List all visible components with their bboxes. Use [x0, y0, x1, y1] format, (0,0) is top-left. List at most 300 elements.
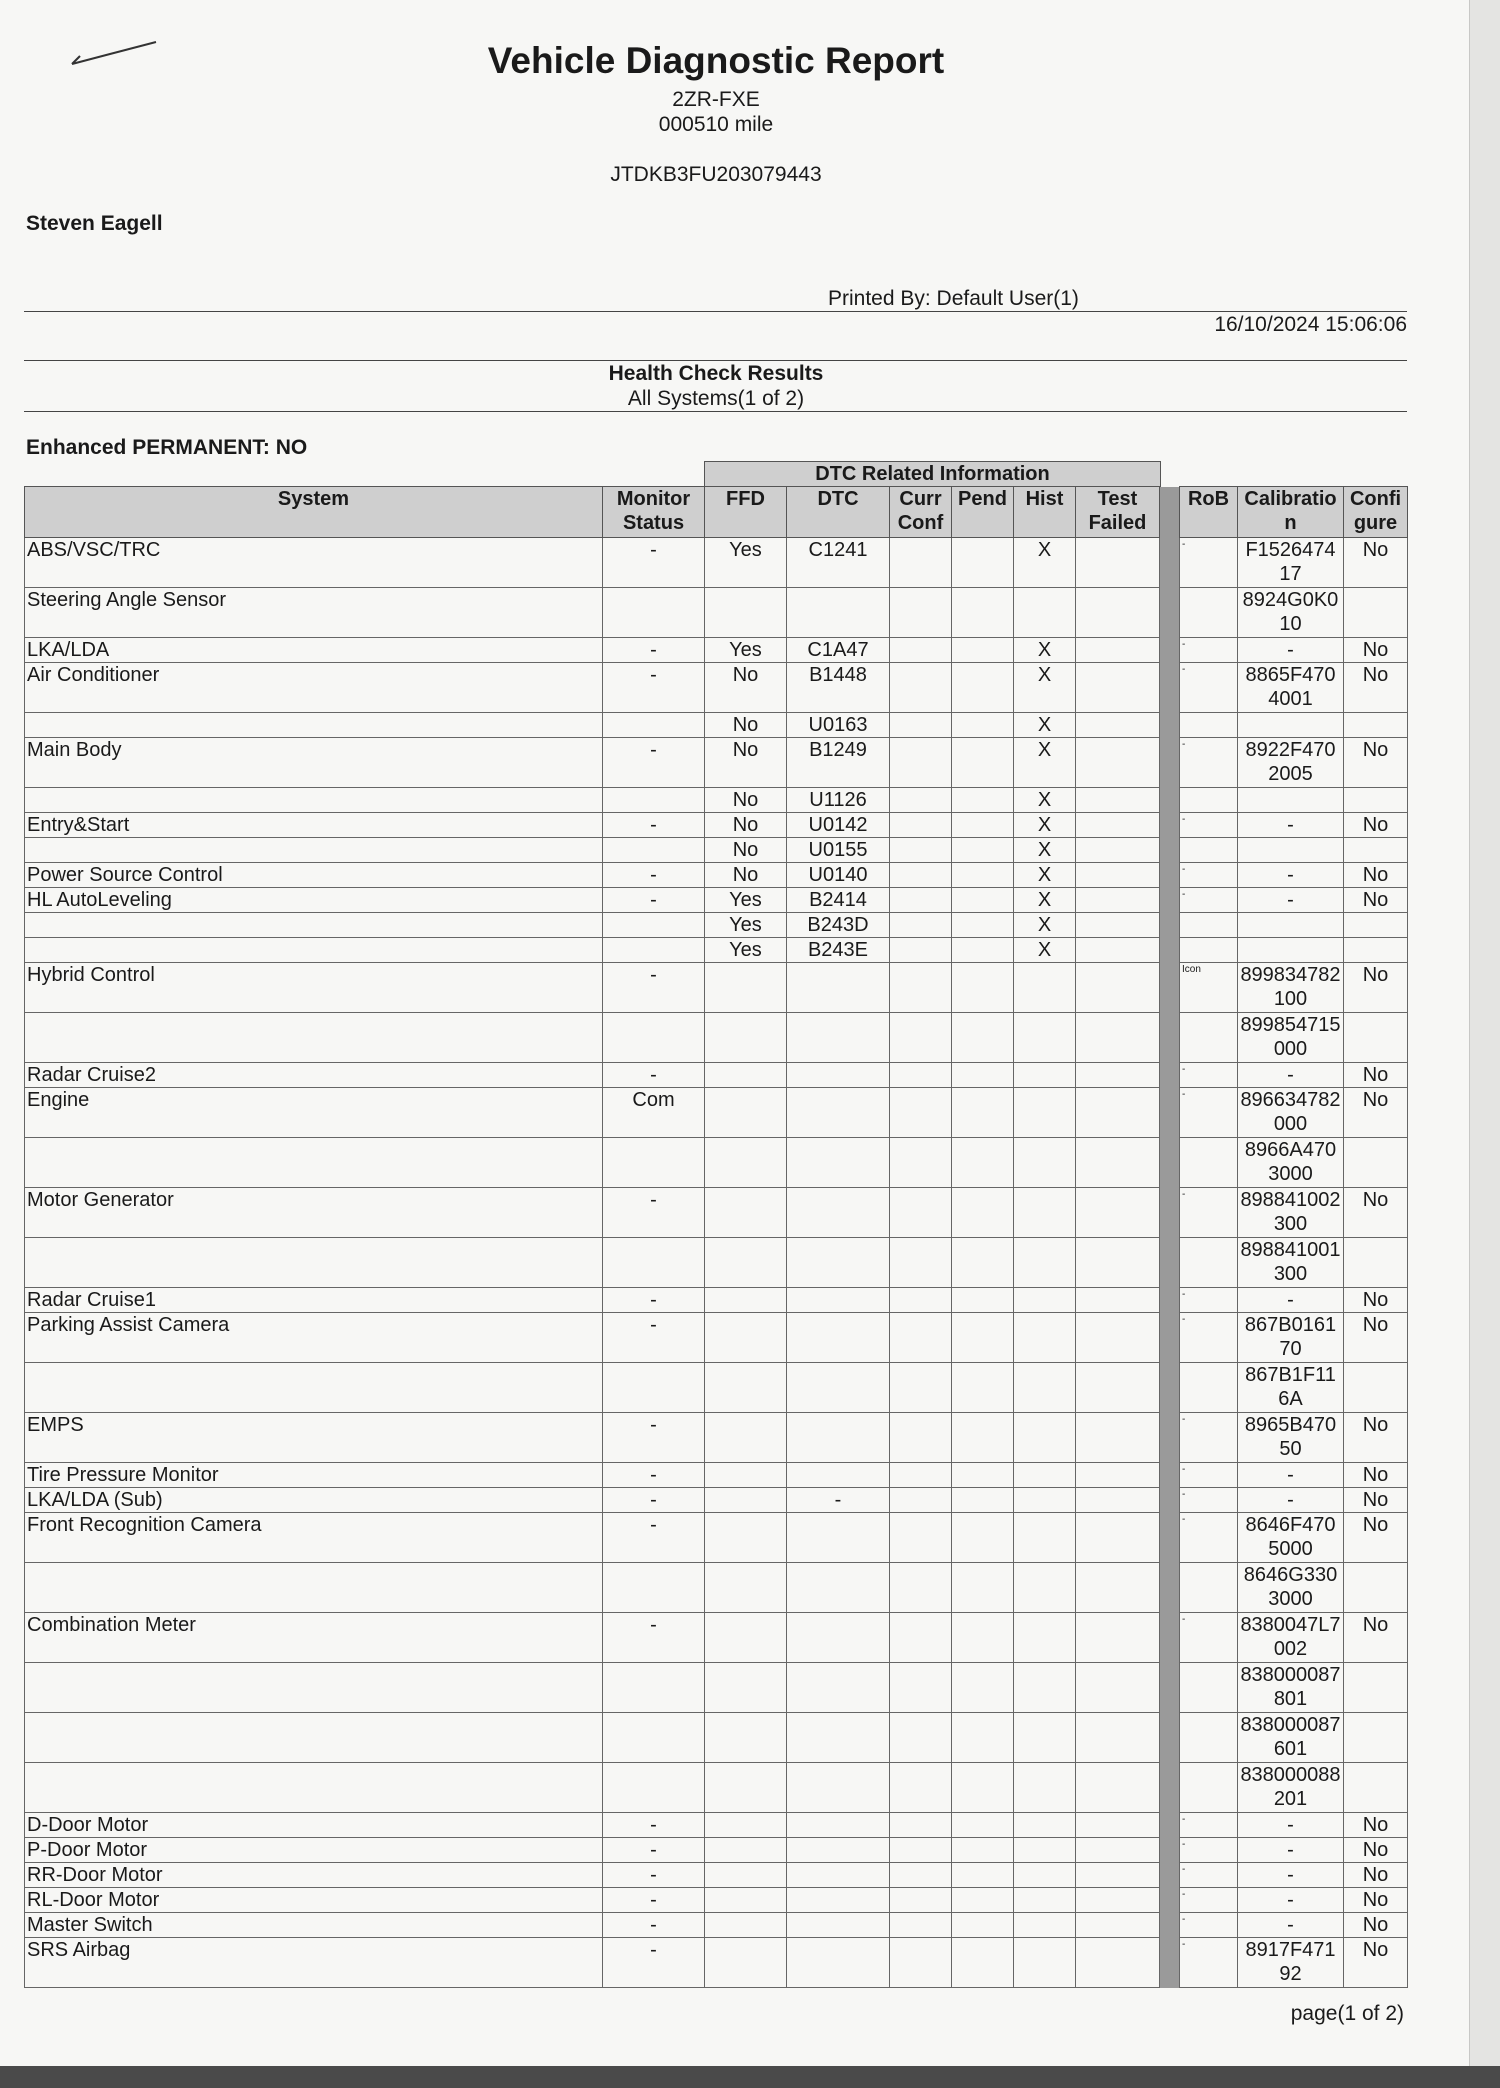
cell-pend — [952, 1863, 1014, 1888]
cell-system — [25, 1013, 603, 1063]
cell-system: Air Conditioner — [25, 663, 603, 713]
cell-system: Main Body — [25, 738, 603, 788]
cell-gap — [1160, 913, 1180, 938]
cell-dtc — [787, 1288, 890, 1313]
cell-hist — [1014, 1413, 1076, 1463]
cell-monitor-status: - — [603, 1313, 705, 1363]
cell-calibration: 8965B47050 — [1238, 1413, 1344, 1463]
cell-rob: - — [1180, 1413, 1238, 1463]
cell-monitor-status: - — [603, 1063, 705, 1088]
cell-ffd: Yes — [705, 938, 787, 963]
report-datetime: 16/10/2024 15:06:06 — [1214, 313, 1407, 336]
cell-calibration: - — [1238, 638, 1344, 663]
cell-system: Parking Assist Camera — [25, 1313, 603, 1363]
cell-curr-conf — [890, 1613, 952, 1663]
cell-configure: No — [1344, 738, 1408, 788]
header-ffd: FFD — [705, 487, 787, 538]
cell-monitor-status: - — [603, 888, 705, 913]
cell-ffd: Yes — [705, 913, 787, 938]
cell-test-failed — [1076, 1413, 1160, 1463]
cell-calibration: 8917F47192 — [1238, 1938, 1344, 1988]
cell-rob: - — [1180, 1513, 1238, 1563]
cell-calibration: 896634782000 — [1238, 1088, 1344, 1138]
cell-dtc: U0163 — [787, 713, 890, 738]
cell-pend — [952, 1913, 1014, 1938]
cell-gap — [1160, 1063, 1180, 1088]
cell-pend — [952, 713, 1014, 738]
cell-dtc — [787, 1613, 890, 1663]
cell-monitor-status: - — [603, 1938, 705, 1988]
cell-gap — [1160, 588, 1180, 638]
table-row — [25, 738, 1408, 788]
cell-gap — [1160, 1888, 1180, 1913]
cell-hist — [1014, 1913, 1076, 1938]
cell-dtc — [787, 588, 890, 638]
table-row — [25, 1413, 1408, 1463]
cell-rob — [1180, 1563, 1238, 1613]
cell-hist — [1014, 1663, 1076, 1713]
cell-pend — [952, 938, 1014, 963]
cell-calibration: - — [1238, 1463, 1344, 1488]
table-row — [25, 1013, 1408, 1063]
cell-pend — [952, 1763, 1014, 1813]
cell-ffd — [705, 1863, 787, 1888]
cell-curr-conf — [890, 738, 952, 788]
cell-gap — [1160, 1863, 1180, 1888]
cell-dtc: U0142 — [787, 813, 890, 838]
table-row — [25, 1838, 1408, 1863]
cell-gap — [1160, 1713, 1180, 1763]
cell-rob: - — [1180, 1863, 1238, 1888]
cell-curr-conf — [890, 788, 952, 813]
cell-system: RL-Door Motor — [25, 1888, 603, 1913]
cell-pend — [952, 1938, 1014, 1988]
cell-ffd — [705, 1563, 787, 1613]
cell-system — [25, 788, 603, 813]
cell-ffd — [705, 1513, 787, 1563]
cell-hist — [1014, 1488, 1076, 1513]
dtc-group-header: DTC Related Information — [704, 461, 1161, 488]
cell-curr-conf — [890, 938, 952, 963]
cell-monitor-status: - — [603, 1863, 705, 1888]
cell-pend — [952, 913, 1014, 938]
cell-hist: X — [1014, 913, 1076, 938]
cell-monitor-status — [603, 913, 705, 938]
cell-rob: - — [1180, 1463, 1238, 1488]
cell-test-failed — [1076, 1713, 1160, 1763]
cell-test-failed — [1076, 838, 1160, 863]
cell-curr-conf — [890, 1513, 952, 1563]
cell-hist — [1014, 1463, 1076, 1488]
cell-rob — [1180, 1013, 1238, 1063]
engine-code: 2ZR-FXE — [672, 88, 760, 111]
cell-monitor-status — [603, 838, 705, 863]
cell-rob — [1180, 913, 1238, 938]
cell-ffd — [705, 1463, 787, 1488]
cell-curr-conf — [890, 538, 952, 588]
cell-ffd — [705, 1363, 787, 1413]
cell-calibration: 899854715000 — [1238, 1013, 1344, 1063]
table-row — [25, 938, 1408, 963]
cell-ffd — [705, 588, 787, 638]
cell-test-failed — [1076, 1913, 1160, 1938]
cell-ffd — [705, 1913, 787, 1938]
cell-configure — [1344, 838, 1408, 863]
header-configure: Configure — [1344, 487, 1408, 538]
table-row — [25, 1363, 1408, 1413]
cell-curr-conf — [890, 888, 952, 913]
cell-dtc — [787, 1838, 890, 1863]
header-monitor-status: Monitor Status — [603, 487, 705, 538]
cell-configure — [1344, 1663, 1408, 1713]
cell-monitor-status: - — [603, 1513, 705, 1563]
cell-configure: No — [1344, 888, 1408, 913]
cell-hist — [1014, 1563, 1076, 1613]
cell-monitor-status: - — [603, 638, 705, 663]
cell-rob: - — [1180, 813, 1238, 838]
cell-configure — [1344, 1763, 1408, 1813]
divider — [24, 360, 1407, 361]
cell-test-failed — [1076, 1813, 1160, 1838]
cell-test-failed — [1076, 913, 1160, 938]
scan-bottom-edge — [0, 2066, 1500, 2088]
table-row — [25, 1238, 1408, 1288]
cell-monitor-status: - — [603, 663, 705, 713]
cell-monitor-status: - — [603, 1813, 705, 1838]
table-row — [25, 1863, 1408, 1888]
cell-curr-conf — [890, 1888, 952, 1913]
table-row — [25, 638, 1408, 663]
cell-calibration: 838000087801 — [1238, 1663, 1344, 1713]
cell-rob — [1180, 1763, 1238, 1813]
cell-hist — [1014, 1088, 1076, 1138]
cell-hist — [1014, 1063, 1076, 1088]
cell-pend — [952, 1288, 1014, 1313]
cell-test-failed — [1076, 638, 1160, 663]
cell-gap — [1160, 1913, 1180, 1938]
cell-gap — [1160, 1413, 1180, 1463]
cell-system: Master Switch — [25, 1913, 603, 1938]
cell-curr-conf — [890, 1413, 952, 1463]
cell-hist: X — [1014, 888, 1076, 913]
cell-curr-conf — [890, 1813, 952, 1838]
header-system: System — [25, 487, 603, 538]
cell-configure: No — [1344, 1888, 1408, 1913]
cell-monitor-status: - — [603, 963, 705, 1013]
cell-system: Radar Cruise2 — [25, 1063, 603, 1088]
cell-curr-conf — [890, 1563, 952, 1613]
cell-ffd: No — [705, 813, 787, 838]
cell-calibration: 898841001300 — [1238, 1238, 1344, 1288]
cell-ffd — [705, 1488, 787, 1513]
cell-ffd: No — [705, 863, 787, 888]
cell-system: Engine — [25, 1088, 603, 1138]
cell-pend — [952, 1413, 1014, 1463]
cell-ffd: Yes — [705, 538, 787, 588]
cell-ffd — [705, 1838, 787, 1863]
cell-configure: No — [1344, 1513, 1408, 1563]
cell-pend — [952, 1813, 1014, 1838]
cell-test-failed — [1076, 1313, 1160, 1363]
cell-calibration: - — [1238, 1288, 1344, 1313]
cell-gap — [1160, 738, 1180, 788]
cell-rob — [1180, 713, 1238, 738]
cell-hist — [1014, 1763, 1076, 1813]
cell-system — [25, 1663, 603, 1713]
cell-gap — [1160, 938, 1180, 963]
cell-pend — [952, 963, 1014, 1013]
cell-monitor-status — [603, 1713, 705, 1763]
cell-dtc — [787, 1063, 890, 1088]
cell-hist — [1014, 1713, 1076, 1763]
cell-gap — [1160, 1238, 1180, 1288]
cell-system: Tire Pressure Monitor — [25, 1463, 603, 1488]
cell-gap — [1160, 1463, 1180, 1488]
cell-configure: No — [1344, 1063, 1408, 1088]
cell-monitor-status: - — [603, 1413, 705, 1463]
cell-test-failed — [1076, 1613, 1160, 1663]
cell-ffd: No — [705, 788, 787, 813]
cell-system: Radar Cruise1 — [25, 1288, 603, 1313]
cell-system — [25, 1713, 603, 1763]
cell-hist — [1014, 1013, 1076, 1063]
cell-test-failed — [1076, 1138, 1160, 1188]
cell-configure: No — [1344, 1613, 1408, 1663]
cell-curr-conf — [890, 1938, 952, 1988]
cell-dtc — [787, 1188, 890, 1238]
table-row — [25, 1138, 1408, 1188]
cell-gap — [1160, 1613, 1180, 1663]
table-row — [25, 863, 1408, 888]
cell-calibration: 838000087601 — [1238, 1713, 1344, 1763]
report-title: Vehicle Diagnostic Report — [487, 40, 945, 81]
header-test-failed: Test Failed — [1076, 487, 1160, 538]
cell-gap — [1160, 1013, 1180, 1063]
cell-rob: - — [1180, 1813, 1238, 1838]
cell-configure — [1344, 1363, 1408, 1413]
cell-monitor-status: - — [603, 1613, 705, 1663]
cell-curr-conf — [890, 588, 952, 638]
cell-rob: - — [1180, 1063, 1238, 1088]
cell-hist — [1014, 1288, 1076, 1313]
table-row — [25, 1188, 1408, 1238]
cell-rob: - — [1180, 1313, 1238, 1363]
cell-configure: No — [1344, 1288, 1408, 1313]
cell-calibration: - — [1238, 1063, 1344, 1088]
cell-curr-conf — [890, 1188, 952, 1238]
cell-test-failed — [1076, 1513, 1160, 1563]
cell-pend — [952, 1488, 1014, 1513]
cell-rob: - — [1180, 1088, 1238, 1138]
cell-test-failed — [1076, 1363, 1160, 1413]
cell-gap — [1160, 663, 1180, 713]
cell-rob — [1180, 1238, 1238, 1288]
cell-system — [25, 713, 603, 738]
cell-calibration: - — [1238, 1888, 1344, 1913]
section-title: Health Check Results — [608, 362, 824, 385]
cell-dtc — [787, 1713, 890, 1763]
owner-name: Steven Eagell — [26, 212, 163, 235]
table-row — [25, 663, 1408, 713]
cell-pend — [952, 813, 1014, 838]
cell-ffd — [705, 1013, 787, 1063]
cell-monitor-status: - — [603, 1913, 705, 1938]
cell-configure — [1344, 1138, 1408, 1188]
cell-rob — [1180, 938, 1238, 963]
cell-pend — [952, 1513, 1014, 1563]
cell-test-failed — [1076, 738, 1160, 788]
cell-pend — [952, 888, 1014, 913]
cell-system: D-Door Motor — [25, 1813, 603, 1838]
cell-hist: X — [1014, 713, 1076, 738]
cell-gap — [1160, 1313, 1180, 1363]
cell-pend — [952, 738, 1014, 788]
cell-ffd — [705, 1763, 787, 1813]
cell-test-failed — [1076, 1763, 1160, 1813]
cell-dtc — [787, 1413, 890, 1463]
cell-test-failed — [1076, 1663, 1160, 1713]
cell-system: Combination Meter — [25, 1613, 603, 1663]
cell-curr-conf — [890, 1863, 952, 1888]
cell-pend — [952, 863, 1014, 888]
cell-dtc — [787, 1913, 890, 1938]
cell-calibration: F152647417 — [1238, 538, 1344, 588]
cell-hist: X — [1014, 813, 1076, 838]
cell-hist — [1014, 1863, 1076, 1888]
table-row — [25, 1913, 1408, 1938]
cell-gap — [1160, 838, 1180, 863]
cell-configure: No — [1344, 863, 1408, 888]
cell-system — [25, 938, 603, 963]
cell-ffd: Yes — [705, 888, 787, 913]
cell-monitor-status — [603, 1013, 705, 1063]
cell-hist: X — [1014, 538, 1076, 588]
table-row — [25, 913, 1408, 938]
cell-calibration: 8922F4702005 — [1238, 738, 1344, 788]
cell-calibration — [1238, 913, 1344, 938]
cell-pend — [952, 1088, 1014, 1138]
cell-hist — [1014, 1238, 1076, 1288]
cell-monitor-status — [603, 588, 705, 638]
cell-monitor-status — [603, 713, 705, 738]
cell-system — [25, 1763, 603, 1813]
cell-ffd — [705, 1063, 787, 1088]
cell-system: Steering Angle Sensor — [25, 588, 603, 638]
header-hist: Hist — [1014, 487, 1076, 538]
cell-test-failed — [1076, 1238, 1160, 1288]
cell-monitor-status: Com — [603, 1088, 705, 1138]
header-dtc: DTC — [787, 487, 890, 538]
cell-hist — [1014, 588, 1076, 638]
cell-monitor-status — [603, 1663, 705, 1713]
cell-configure: No — [1344, 663, 1408, 713]
cell-dtc — [787, 1663, 890, 1713]
cell-dtc — [787, 1363, 890, 1413]
cell-ffd — [705, 1288, 787, 1313]
cell-test-failed — [1076, 938, 1160, 963]
cell-test-failed — [1076, 1088, 1160, 1138]
cell-ffd — [705, 1188, 787, 1238]
cell-pend — [952, 1663, 1014, 1713]
cell-monitor-status — [603, 1238, 705, 1288]
cell-monitor-status: - — [603, 1488, 705, 1513]
cell-hist — [1014, 1613, 1076, 1663]
cell-calibration: - — [1238, 1813, 1344, 1838]
cell-hist: X — [1014, 863, 1076, 888]
cell-rob: - — [1180, 1838, 1238, 1863]
cell-rob: - — [1180, 1613, 1238, 1663]
table-row — [25, 1563, 1408, 1613]
cell-pend — [952, 1238, 1014, 1288]
cell-test-failed — [1076, 1463, 1160, 1488]
cell-system: Motor Generator — [25, 1188, 603, 1238]
cell-configure: No — [1344, 1463, 1408, 1488]
cell-system: Power Source Control — [25, 863, 603, 888]
cell-configure: No — [1344, 538, 1408, 588]
cell-ffd: No — [705, 838, 787, 863]
cell-test-failed — [1076, 888, 1160, 913]
cell-system: ABS/VSC/TRC — [25, 538, 603, 588]
cell-rob — [1180, 1363, 1238, 1413]
cell-ffd — [705, 1313, 787, 1363]
cell-dtc: U0140 — [787, 863, 890, 888]
cell-hist — [1014, 1813, 1076, 1838]
cell-configure: No — [1344, 1188, 1408, 1238]
cell-pend — [952, 588, 1014, 638]
cell-gap — [1160, 1663, 1180, 1713]
cell-calibration: - — [1238, 813, 1344, 838]
cell-dtc: - — [787, 1488, 890, 1513]
cell-test-failed — [1076, 813, 1160, 838]
cell-ffd: No — [705, 738, 787, 788]
header-pend: Pend — [952, 487, 1014, 538]
table-row — [25, 1288, 1408, 1313]
cell-curr-conf — [890, 1913, 952, 1938]
cell-system: RR-Door Motor — [25, 1863, 603, 1888]
cell-gap — [1160, 813, 1180, 838]
cell-gap — [1160, 1763, 1180, 1813]
cell-configure: No — [1344, 638, 1408, 663]
cell-curr-conf — [890, 1288, 952, 1313]
cell-calibration: - — [1238, 1863, 1344, 1888]
mileage: 000510 mile — [658, 113, 774, 136]
cell-ffd — [705, 1613, 787, 1663]
printed-by: Printed By: Default User(1) — [828, 287, 1079, 310]
cell-curr-conf — [890, 1663, 952, 1713]
table-row — [25, 538, 1408, 588]
cell-calibration: 899834782100 — [1238, 963, 1344, 1013]
cell-calibration: 8966A4703000 — [1238, 1138, 1344, 1188]
section-subtitle: All Systems(1 of 2) — [627, 387, 805, 410]
cell-configure — [1344, 1563, 1408, 1613]
cell-configure: No — [1344, 1313, 1408, 1363]
cell-configure — [1344, 788, 1408, 813]
cell-rob — [1180, 788, 1238, 813]
table-row — [25, 588, 1408, 638]
cell-test-failed — [1076, 588, 1160, 638]
cell-monitor-status: - — [603, 1188, 705, 1238]
cell-system — [25, 913, 603, 938]
cell-monitor-status — [603, 1138, 705, 1188]
cell-pend — [952, 1013, 1014, 1063]
cell-gap — [1160, 1138, 1180, 1188]
cell-curr-conf — [890, 1063, 952, 1088]
cell-monitor-status — [603, 1363, 705, 1413]
cell-curr-conf — [890, 963, 952, 1013]
table-row — [25, 1938, 1408, 1988]
cell-monitor-status: - — [603, 1463, 705, 1488]
cell-system: LKA/LDA (Sub) — [25, 1488, 603, 1513]
